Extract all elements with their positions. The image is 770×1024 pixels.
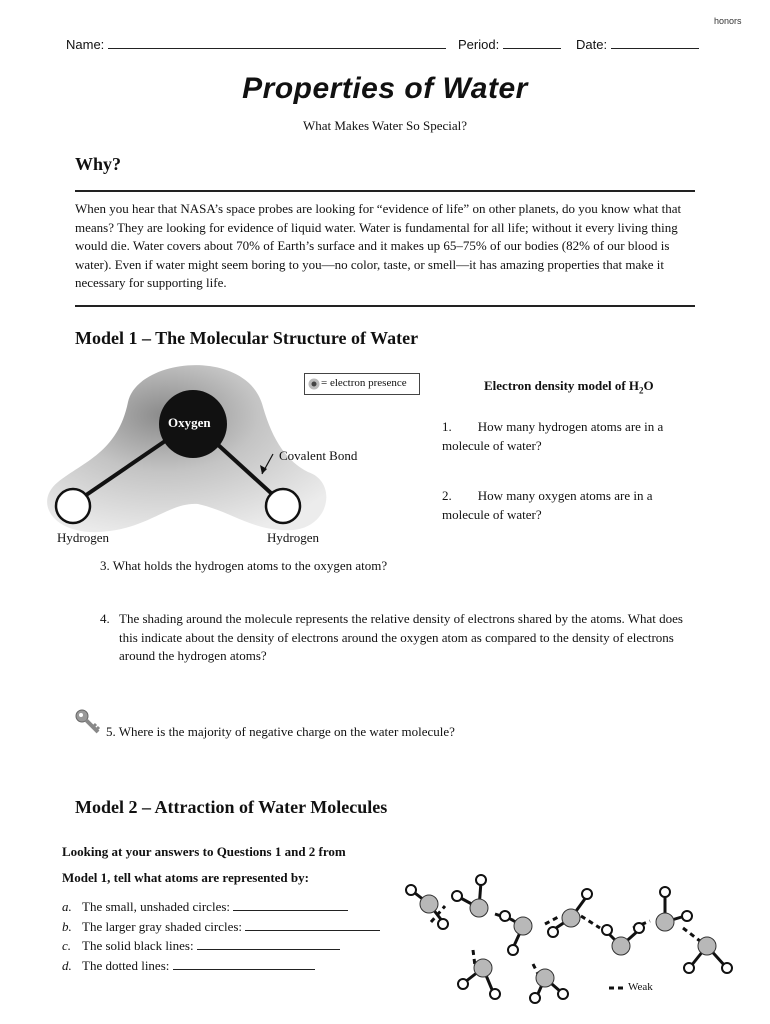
- period-field[interactable]: [458, 34, 561, 52]
- model2-heading: Model 2 – Attraction of Water Molecules: [75, 797, 388, 817]
- legend-box: [304, 373, 420, 395]
- hydrogen-left-label: Hydrogen: [57, 530, 109, 545]
- hydrogen-atom-left: [56, 489, 90, 523]
- question-4-text: The shading around the molecule represents the relative density of electrons shared by the atoms. What does this indicate about the density of electrons around the oxygen atom as compared to the density of electrons around the hydrogen atoms?: [119, 611, 683, 663]
- name-field[interactable]: [66, 34, 446, 52]
- period-label: Period:: [458, 37, 500, 52]
- honors-tag: honors: [714, 16, 742, 26]
- question-1: [442, 418, 702, 455]
- hydrogen-atoms: [406, 875, 732, 1003]
- question-2-text: How many oxygen atoms are in a molecule of water?: [442, 488, 653, 522]
- electron-presence-icon: [308, 378, 320, 390]
- page-subtitle: What Makes Water So Special?: [302, 118, 468, 133]
- why-paragraph: When you hear that NASA’s space probes are looking for “evidence of life” on other planets, do you know what that means? They are looking for evidence of liquid water. Water is fundamental for all life; without it every living thing would die. Water covers about 70% of Earth’s surface and it makes up 65–75% of our bodies (82% of our blood is water). Even if water might seem boring to you—no color, taste, or smell—it has amazing properties that make it necessary for supporting life.: [75, 201, 682, 290]
- atom-list: [62, 896, 380, 974]
- name-label: Name:: [66, 37, 105, 52]
- period-blank[interactable]: [503, 34, 561, 49]
- key-icon: [74, 708, 104, 736]
- question-1-text: How many hydrogen atoms are in a molecule of water?: [442, 419, 664, 453]
- answer-blank-c[interactable]: [197, 935, 340, 950]
- divider-top: [75, 190, 695, 192]
- hydrogen-atom-right: [266, 489, 300, 523]
- weak-label: Weak: [628, 981, 653, 993]
- list-item-d: d. The dotted lines:: [62, 955, 380, 975]
- question-1-number: 1.: [442, 419, 452, 434]
- list-item-a: a. The small, unshaded circles:: [62, 896, 380, 916]
- date-field[interactable]: [576, 34, 699, 52]
- question-4: [100, 610, 690, 666]
- legend-label: = electron presence: [321, 377, 407, 389]
- model1-heading: Model 1 – The Molecular Structure of Water: [75, 328, 419, 348]
- diagram-title: Electron density model of $H_2O$: [484, 378, 654, 396]
- oxygen-label: Oxygen: [168, 415, 211, 430]
- answer-blank-d[interactable]: [173, 955, 315, 970]
- question-5: 5. Where is the majority of negative charge on the water molecule?: [106, 724, 455, 739]
- name-blank[interactable]: [108, 34, 446, 49]
- list-item-b: b. The larger gray shaded circles:: [62, 916, 380, 936]
- answer-blank-b[interactable]: [245, 916, 380, 931]
- hydrogen-right-label: Hydrogen: [267, 530, 319, 545]
- question-3: 3. What holds the hydrogen atoms to the oxygen atom?: [100, 558, 388, 573]
- covalent-bond-label: Covalent Bond: [279, 448, 358, 463]
- model2-intro-line1: Looking at your answers to Questions 1 and 2 from: [62, 844, 346, 859]
- oxygen-atoms: [420, 895, 716, 987]
- water-molecules-attraction-diagram: [395, 866, 755, 1006]
- question-2: [442, 487, 702, 524]
- why-heading: Why?: [75, 154, 122, 174]
- divider-bottom: [75, 305, 695, 307]
- list-item-c: c. The solid black lines:: [62, 935, 380, 955]
- date-blank[interactable]: [611, 34, 699, 49]
- model2-intro-line2: Model 1, tell what atoms are represented by:: [62, 870, 309, 885]
- question-2-number: 2.: [442, 488, 452, 503]
- question-4-number: 4.: [100, 611, 110, 626]
- answer-blank-a[interactable]: [233, 896, 348, 911]
- date-label: Date:: [576, 37, 608, 52]
- page-title: Properties of Water: [242, 72, 528, 105]
